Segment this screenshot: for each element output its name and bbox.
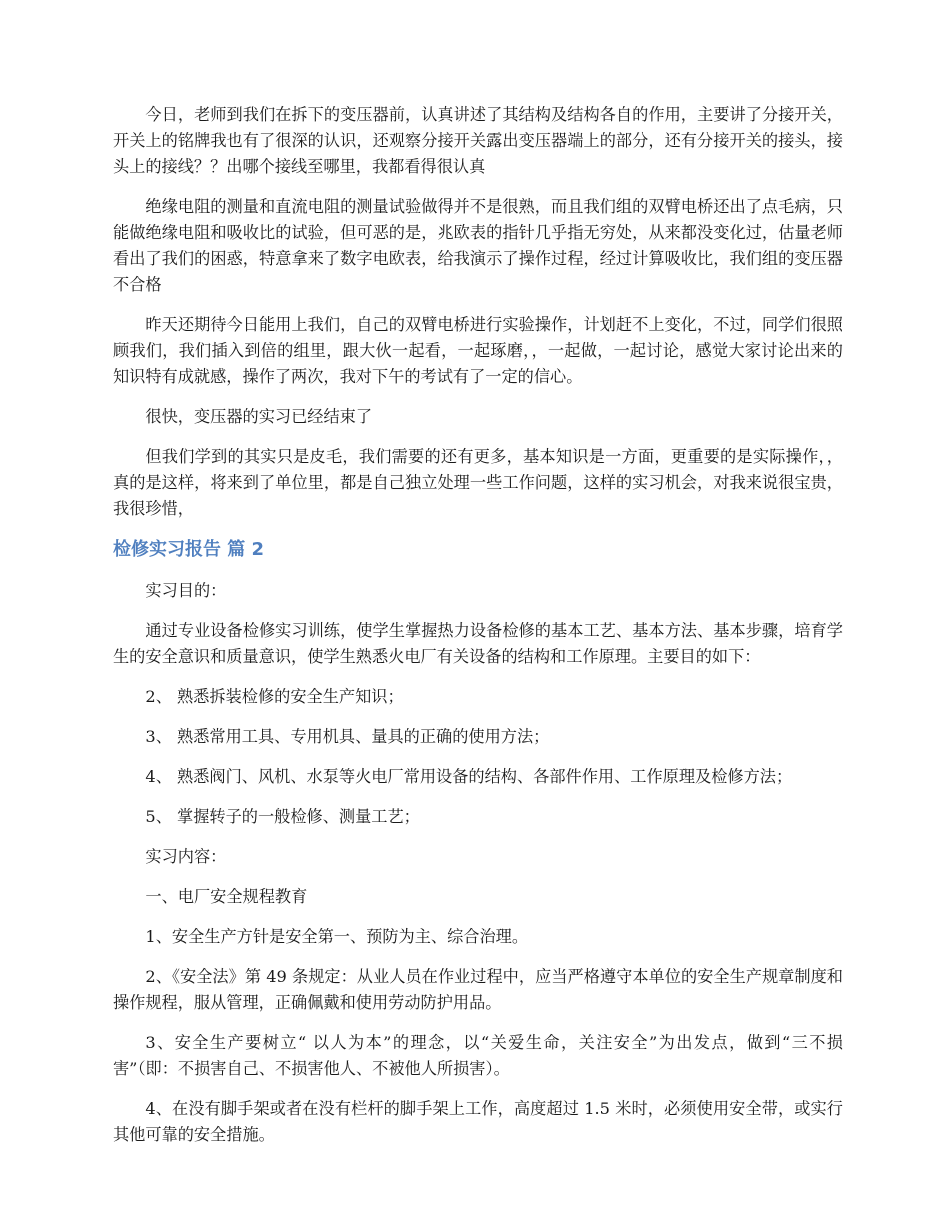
paragraph-bridge-experiment: 昨天还期待今日能用上我们，自己的双臂电桥进行实验操作，计划赶不上变化，不过，同学们很照顾我们，我们插入到倍的组里，跟大伙一起看，一起琢磨，，一起做，一起讨论，感觉大家讨论出来的知识特有成就感，操作了两次，我对下午的考试有了一定的信心。 bbox=[113, 315, 843, 386]
paragraph-purpose-title: 实习目的： bbox=[145, 581, 227, 600]
list-item-purpose-2: 2、 熟悉拆装检修的安全生产知识； bbox=[145, 687, 404, 706]
list-item-safety-2: 2、《安全法》第 49 条规定：从业人员在作业过程中，应当严格遵守本单位的安全生产规章制度和操作规程，服从管理，正确佩戴和使用劳动防护用品。 bbox=[113, 967, 843, 1012]
list-item-purpose-3: 3、 熟悉常用工具、专用机具、量具的正确的使用方法； bbox=[145, 727, 550, 746]
paragraph-content-title: 实习内容： bbox=[145, 847, 227, 866]
paragraph-insulation-test: 绝缘电阻的测量和直流电阻的测量试验做得并不是很熟，而且我们组的双臂电桥还出了点毛病，只能做绝缘电阻和吸收比的试验，但可恶的是，兆欧表的指针几乎指无穷处，从来都没变化过，估量老师看出了我们的困惑，特意拿来了数字电欧表，给我演示了操作过程，经过计算吸收比，我们组的变压器不合格 bbox=[113, 197, 843, 294]
list-item-purpose-5: 5、 掌握转子的一般检修、测量工艺； bbox=[145, 807, 420, 826]
paragraph-purpose: 通过专业设备检修实习训练，使学生掌握热力设备检修的基本工艺、基本方法、基本步骤，培育学生的安全意识和质量意识，使学生熟悉火电厂有关设备的结构和工作原理。主要目的如下： bbox=[113, 621, 843, 666]
list-item-safety-4: 4、在没有脚手架或者在没有栏杆的脚手架上工作，高度超过 1.5 米时，必须使用安全带，或实行其他可靠的安全措施。 bbox=[113, 1099, 843, 1144]
list-item-safety-3: 3、安全生产要树立“ 以人为本”的理念，以“关爱生命，关注安全”为出发点，做到“三不损害”（即：不损害自己、不损害他人、不被他人所损害）。 bbox=[113, 1033, 843, 1078]
section-heading: 检修实习报告 篇 2 bbox=[113, 539, 265, 560]
paragraph-reflection: 但我们学到的其实只是皮毛，我们需要的还有更多，基本知识是一方面，更重要的是实际操作，，真的是这样，将来到了单位里，都是自己独立处理一些工作问题，这样的实习机会，对我来说很宝贵，我很珍惜， bbox=[113, 447, 843, 518]
paragraph-internship-ended: 很快，变压器的实习已经结束了 bbox=[145, 407, 373, 426]
document-page bbox=[113, 102, 843, 1162]
paragraph-safety-education: 一、电厂安全规程教育 bbox=[145, 887, 308, 906]
paragraph-transformer-structure: 今日，老师到我们在拆下的变压器前，认真讲述了其结构及结构各自的作用，主要讲了分接开关，开关上的铭牌我也有了很深的认识，还观察分接开关露出变压器端上的部分，还有分接开关的接头，接头上的接线？？出哪个接线至哪里，我都看得很认真 bbox=[113, 105, 843, 176]
list-item-safety-1: 1、安全生产方针是安全第一、预防为主、综合治理。 bbox=[145, 927, 529, 946]
list-item-purpose-4: 4、 熟悉阀门、风机、水泵等火电厂常用设备的结构、各部件作用、工作原理及检修方法； bbox=[145, 767, 793, 786]
